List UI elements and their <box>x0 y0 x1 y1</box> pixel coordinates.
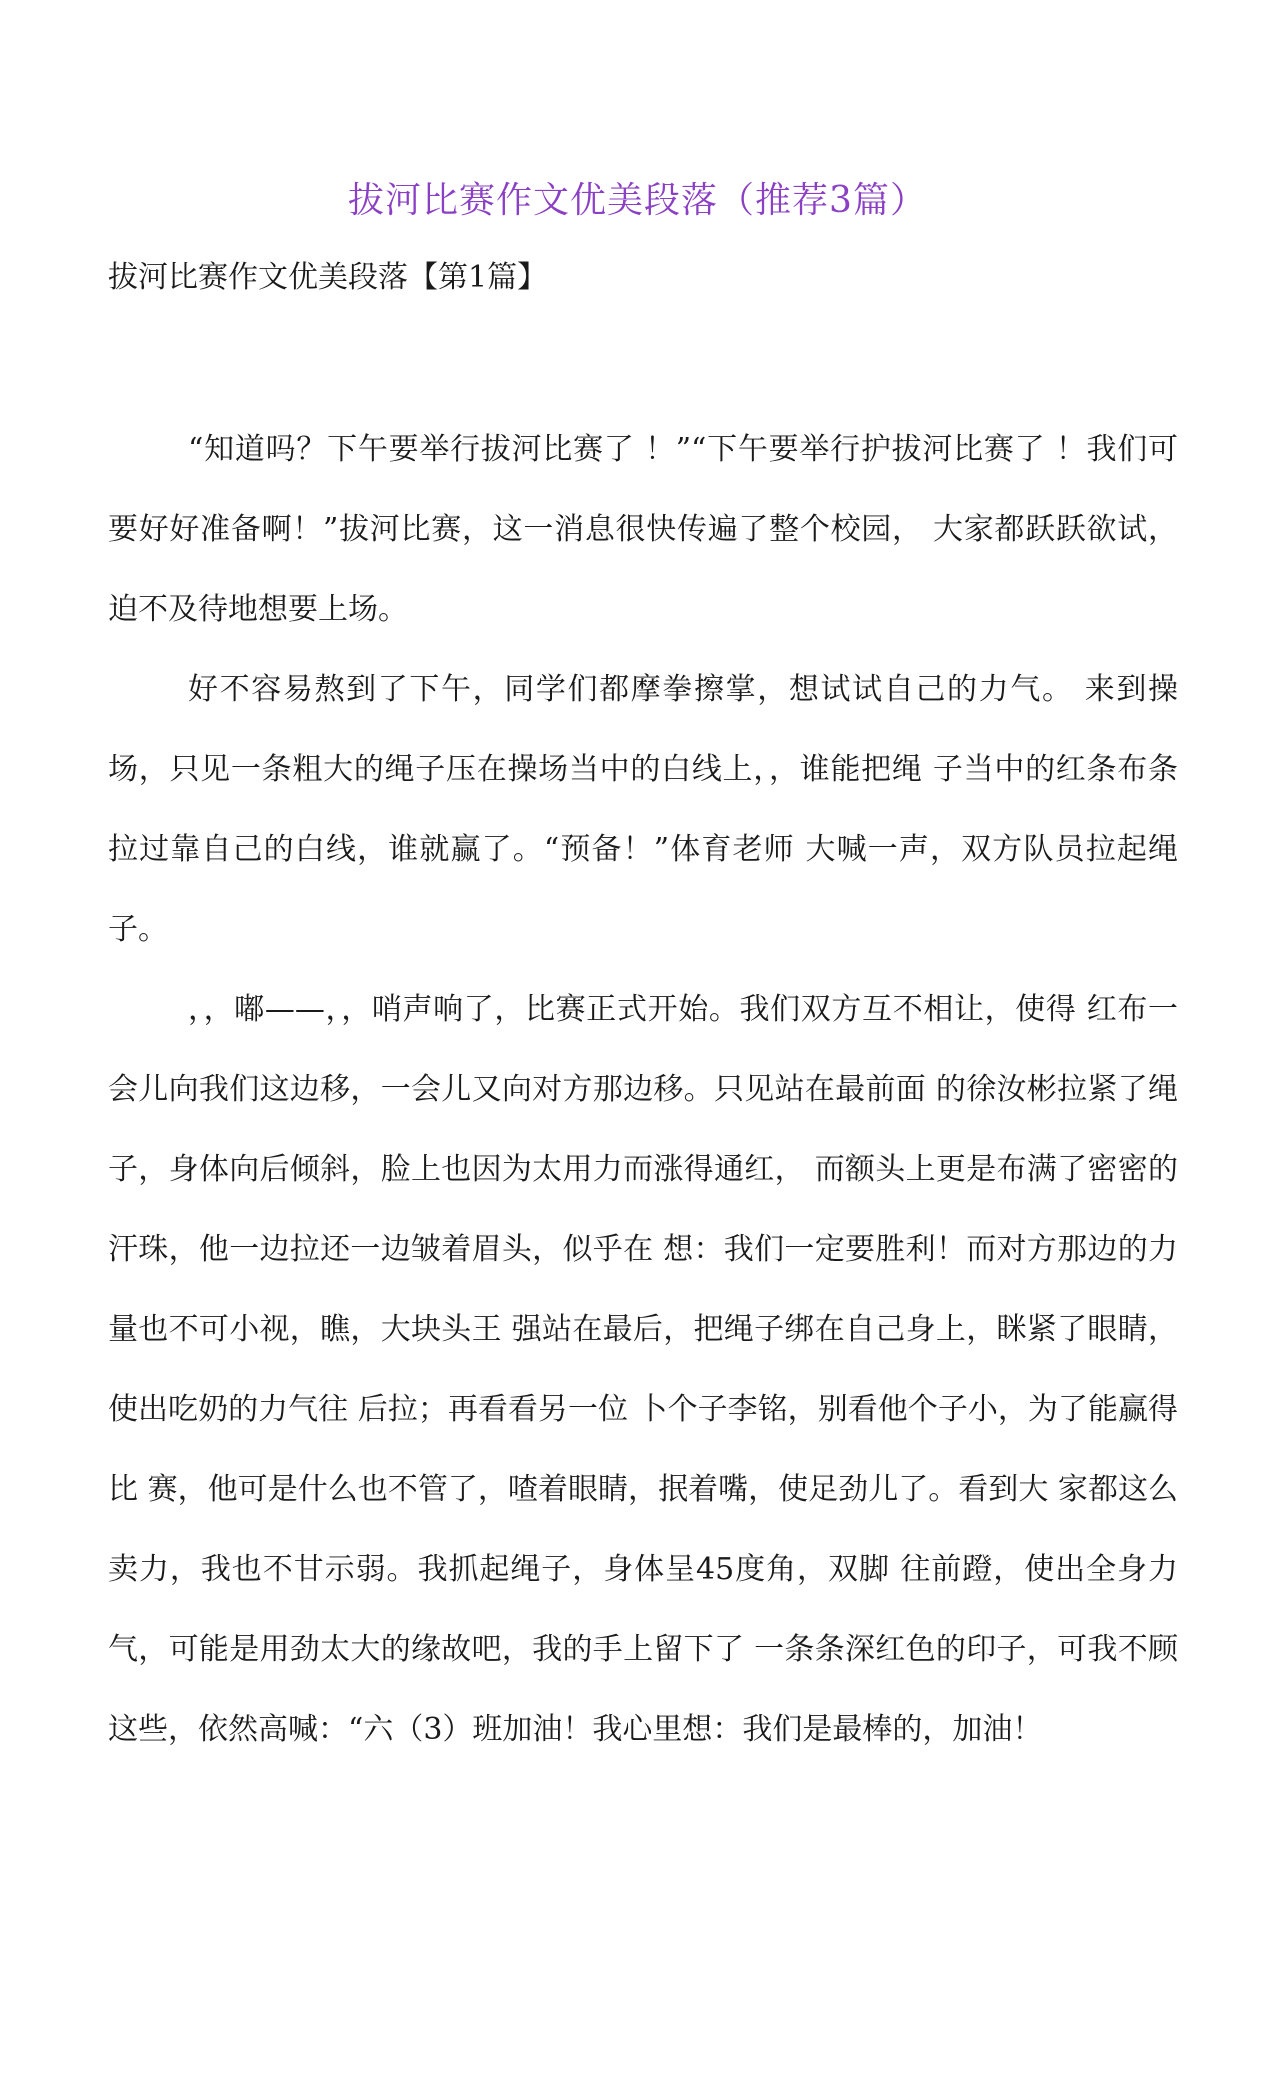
document-title: 拔河比赛作文优美段落（推荐3篇） <box>348 180 927 221</box>
paragraph-1: “知道吗？下午要举行拔河比赛了 ！”“下午要举行护拔河比赛了 ！我们可要好好准备啊！”拔河比赛，这一消息很快传遍了整个校园， 大家都跃跃欲试，迫不及待地想要上场。 <box>108 432 1178 627</box>
section-heading: 拔河比赛作文优美段落【第1篇】 <box>108 260 548 295</box>
paragraph-3: ，，嘟——，，哨声响了，比赛正式开始。我们双方互不相让，使得 红布一会儿向我们这边移，一会儿又向对方那边移。只见站在最前面 的徐汝彬拉紧了绳子，身体向后倾斜，脸上也因为太用力而涨得通红， 而额头上更是布满了密密的汗珠，他一边拉还一边皱着眉头，似乎在 想：我们一定要胜利！而对方那边的力量也不可小视，瞧，大块头王 强站在最后，把绳子绑在自己身上，眯紧了眼睛，使出吃奶的力气往 后拉；再看看另一位 卜个子李铭，别看他个子小，为了能赢得比 赛，他可是什么也不管了，喳着眼睛，抿着嘴，使足劲儿了。看到大 家都这么卖力，我也不甘示弱。我抓起绳子，身体呈45度角，双脚 往前蹬，使出全身力气，可能是用劲太大的缘故吧，我的手上留下了 一条条深红色的印子，可我不顾这些，依然高喊：“六（3）班加油！我心里想：我们是最棒的，加油！ <box>108 992 1178 1747</box>
article-body <box>108 410 1178 1770</box>
paragraph-2: 好不容易熬到了下午，同学们都摩拳擦掌，想试试自己的力气。 来到操场，只见一条粗大的绳子压在操场当中的白线上，，谁能把绳 子当中的红条布条拉过靠自己的白线，谁就赢了。“预备！”体育老师 大喊一声，双方队员拉起绳子。 <box>108 672 1178 947</box>
